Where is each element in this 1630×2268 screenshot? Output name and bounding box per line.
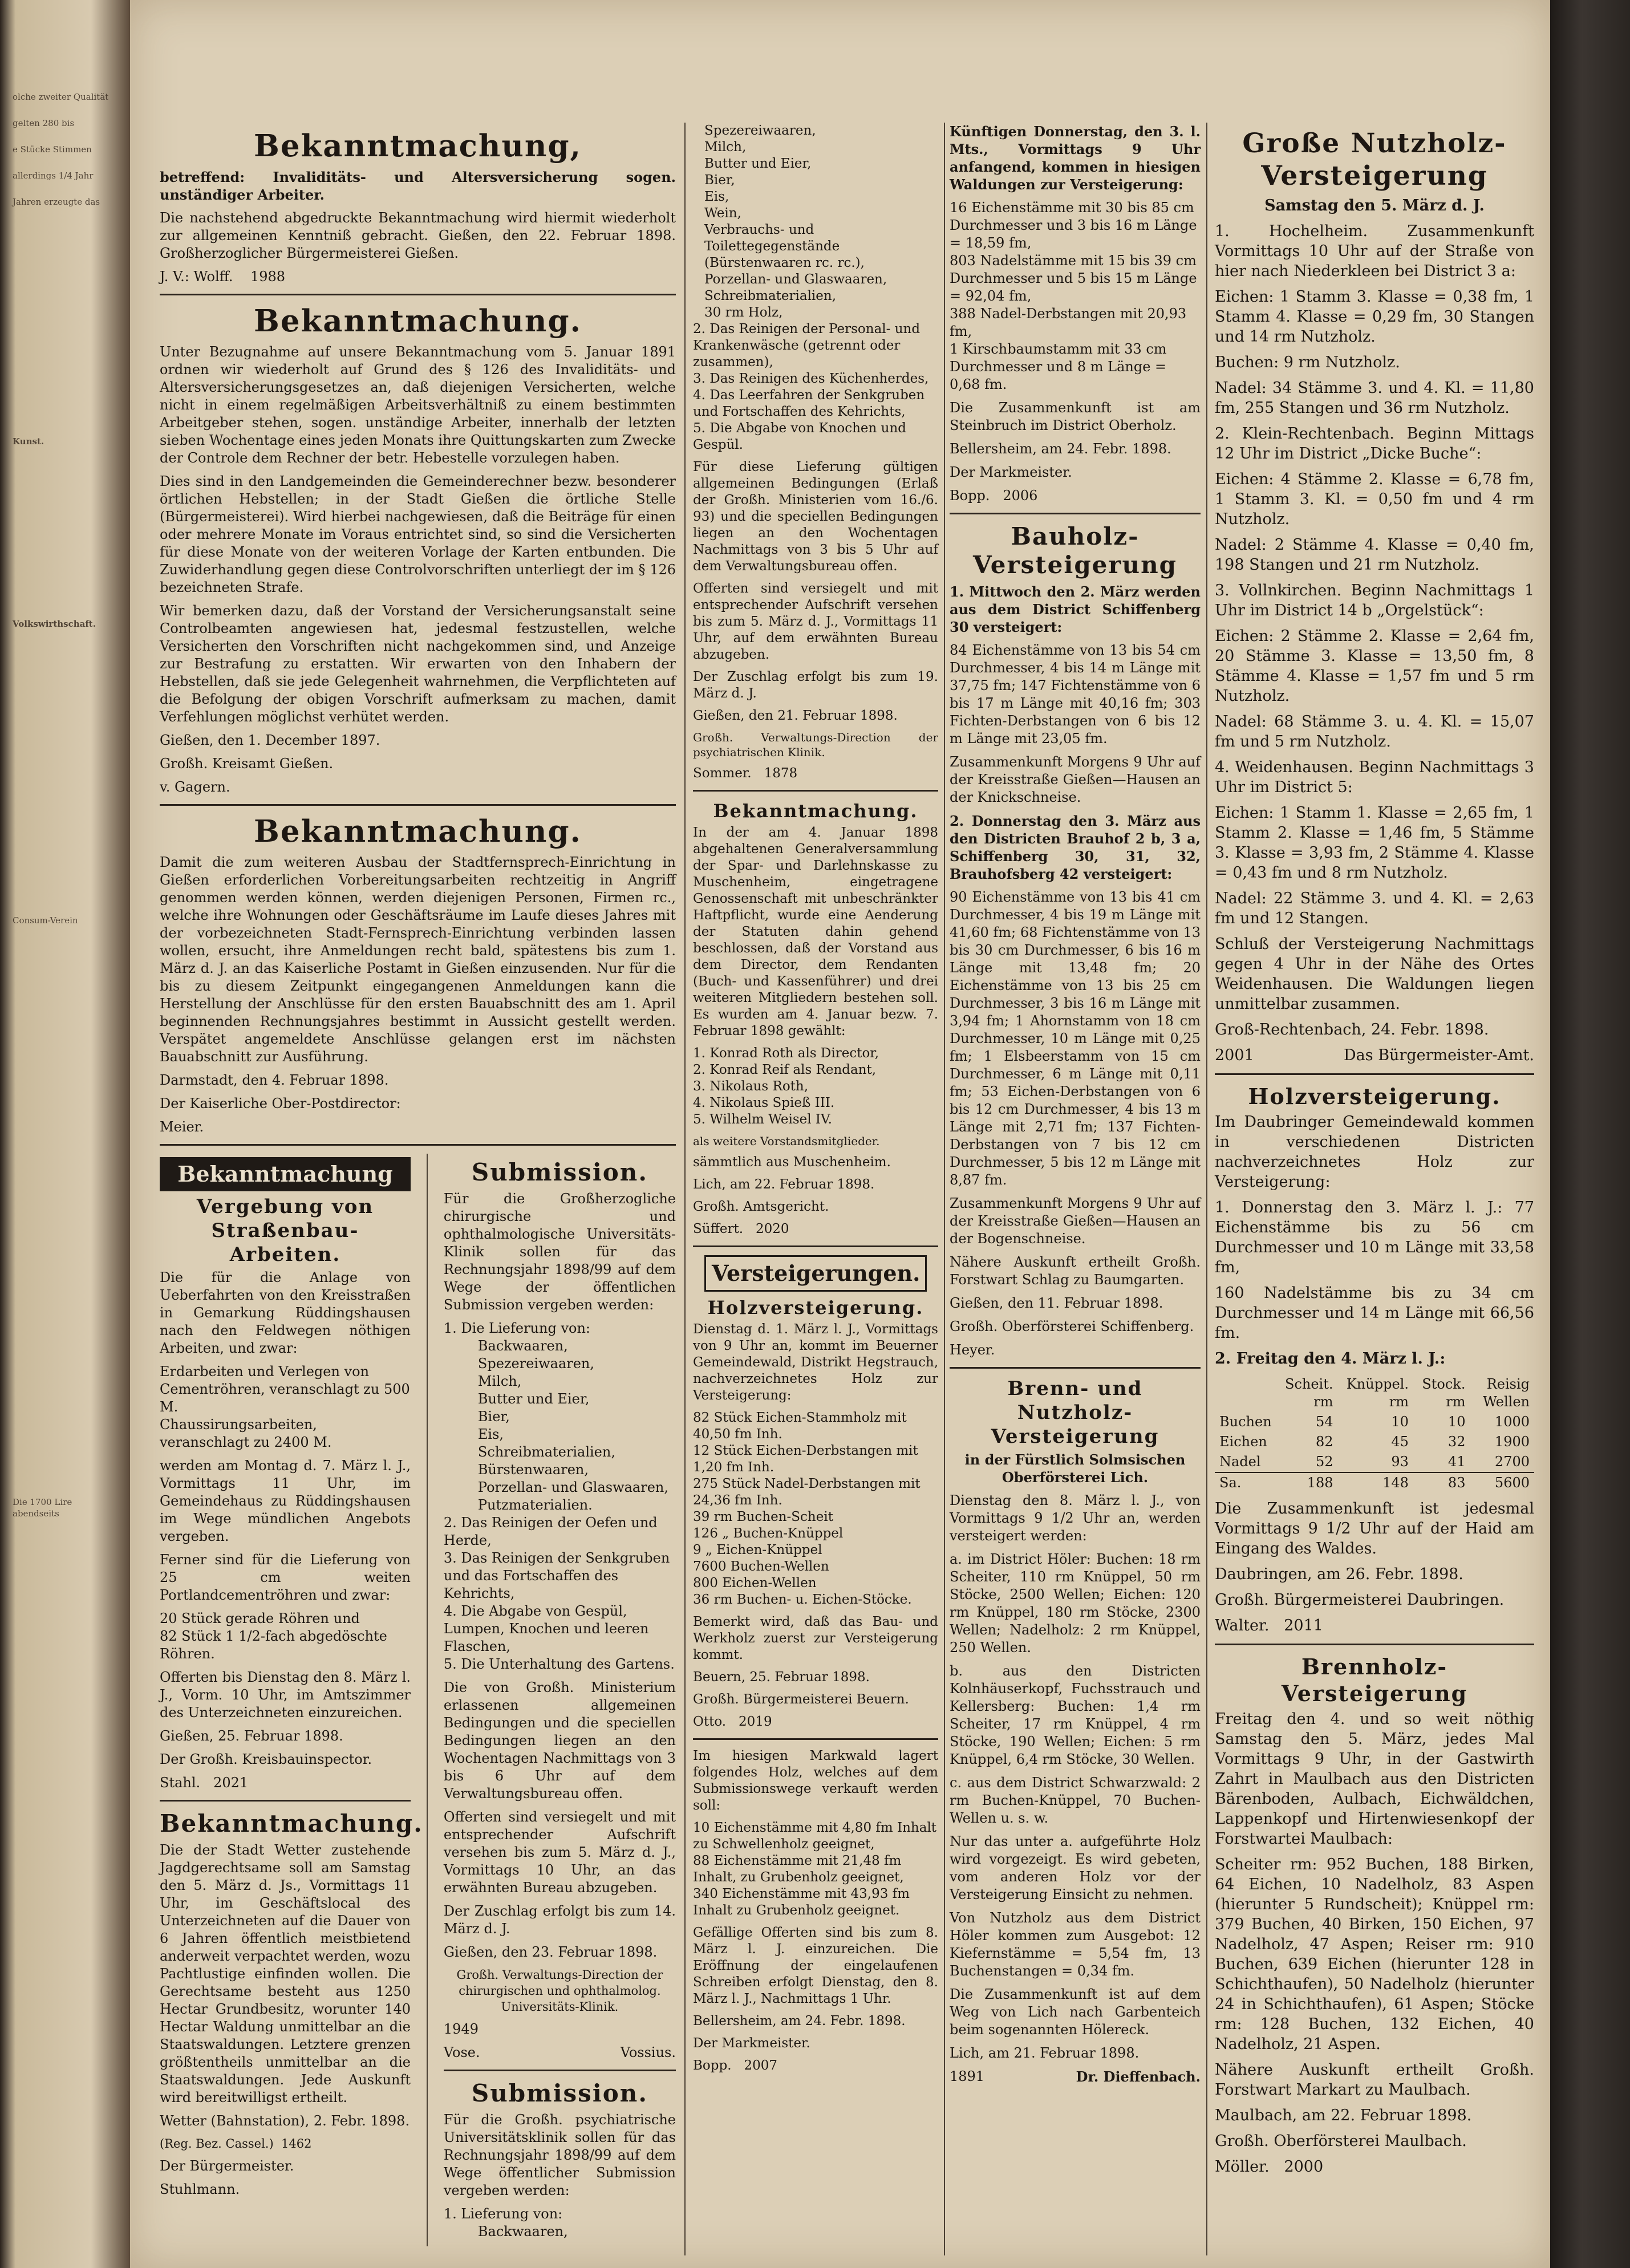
notice-region	[160, 2136, 411, 2152]
list-item: 3. Nikolaus Roth,	[693, 1079, 809, 1094]
gutter-line: e Stücke Stimmen	[13, 144, 92, 155]
gutter-line: Jahren erzeugte das	[13, 197, 100, 207]
divider	[1215, 1644, 1534, 1645]
notice-text: Offerten sind versiegelt und mit entsprechender Aufschrift versehen bis zum 5. März d. J., Vormittags 11 Uhr, auf dem erwähnten Bureau abzugeben.	[693, 581, 938, 662]
notice-signature	[1215, 1616, 1534, 1636]
divider	[444, 2070, 676, 2071]
notice-signature: v. Gagern.	[160, 779, 230, 795]
table-cell: 41	[1447, 1454, 1466, 1470]
notice-number: 2000	[1284, 2158, 1324, 2176]
notice-title: Bekanntmachung.	[713, 800, 918, 822]
notice-number: 2021	[213, 1775, 249, 1791]
notice-text: Offerten bis Dienstag den 8. März l. J., Vorm. 10 Uhr, im Amtszimmer des Unterzeichneten einzureichen.	[160, 1669, 411, 1721]
table-header-cell: Knüppel. rm	[1346, 1376, 1409, 1410]
list-item: 82 Stück Eichen-Stammholz mit 40,50 fm Inh.	[693, 1410, 907, 1442]
notice-title: Bekanntmachung.	[254, 303, 582, 339]
notice-number: 1988	[250, 269, 286, 285]
divider	[1215, 1073, 1534, 1075]
notice-signature: Großh. Kreisamt Gießen.	[160, 756, 334, 772]
list-item: Wein,	[704, 206, 741, 221]
book-binding	[1550, 0, 1630, 2268]
notice-text: Die der Stadt Wetter zustehende Jagdgerechtsame soll am Samstag den 5. März d. Js., Vormittags 11 Uhr, im Geschäftslocal des Unterzeichneten auf die Dauer von 6 Jahren öffentlich meistbietend anderweit verpachtet werden, wozu Pachtlustige einfinden wollen. Die Gerechtsame besteht aus 1250 Hectar Grundbesitz, worunter 140 Hectar Waldung unmittelbar an die Staatswaldungen. Letztere grenzen größtentheils unmittelbar an die Staatswaldungen. Jede Auskunft wird bereitwilligst ertheilt.	[160, 1842, 411, 2105]
notice-date: Samstag den 5. März d. J.	[1264, 197, 1485, 214]
notice-text: werden am Montag d. 7. März l. J., Vormittags 11 Uhr, im Gemeindehaus zu Rüddingshausen im Wege mündlichen Angebots vergeben.	[160, 1458, 411, 1544]
list-item: 1. Die Lieferung von:	[443, 1320, 590, 1336]
column-4	[1215, 123, 1534, 2182]
notice-text: Dies sind in den Landgemeinden die Gemeinderechner bezw. besonderer örtlichen Hebstellen; in der Stadt Gießen die örtliche Stelle (Bürgermeisterei). Wird hierbei nachgewiesen, daß die Beiträge für einen oder mehrere Monate im Voraus entrichtet sind, so sind die Versicherten für diese Monate von der weiteren Vorlage der Karten entbunden. Die Zuwiderhandlung gegen diese Controlvorschriften unterliegt der im § 126 bezeichneten Strafe.	[160, 473, 676, 595]
notice-text: Im Daubringer Gemeindewald kommen in verschiedenen Districten nachverzeichnetes Holz zur Versteigerung:	[1215, 1113, 1534, 1191]
list-item: Milch,	[704, 140, 747, 155]
list-item: 4. Nikolaus Spieß III.	[693, 1096, 835, 1110]
notice-text: Die von Großh. Ministerium erlassenen allgemeinen Bedingungen und die speciellen Bedingungen liegen an den Wochentagen Nachmittags von 3 bis 6 Uhr auf dem Verwaltungsbureau offen.	[443, 1679, 676, 1802]
notice-signature: Großh. Amtsgericht.	[693, 1199, 829, 1214]
wood-table	[1215, 1374, 1534, 1493]
item-list	[693, 1820, 938, 1919]
notice-signature: Der Markmeister.	[693, 2036, 810, 2051]
notice-date: Bellersheim, am 24. Febr. 1898.	[693, 2014, 906, 2028]
notice-text: Nähere Auskunft ertheilt Großh. Forstwart Markart zu Maulbach.	[1215, 2061, 1534, 2099]
notice-text: Unter Bezugnahme auf unsere Bekanntmachung vom 5. Januar 1891 ordnen wir wiederholt auf Grund des § 126 des Invaliditäts- und Altersversicherungsgesetzes an, daß diejenigen Versicherten, welche nicht in einem regelmäßigen Arbeitsverhältniß zu einem bestimmten Arbeitgeber stehen, sogen. unständige Arbeiter, innerhalb der letzten sieben Wochentage eines jeden Monats ihre Quittungskarten zum Zwecke der Controle dem Rechner der betr. Hebestelle vorzulegen haben.	[160, 344, 676, 466]
table-cell: 93	[1391, 1454, 1409, 1470]
table-cell: Eichen	[1219, 1434, 1267, 1450]
notice-text: 2. Klein-Rechtenbach. Beginn Mittags 12 Uhr im District „Dicke Buche“:	[1215, 425, 1534, 462]
list-item: Verbrauchs- und Toilettegegenstände (Bürstenwaaren rc. rc.),	[704, 222, 865, 270]
table-cell: 10	[1391, 1414, 1409, 1430]
list-item: 800 Eichen-Wellen	[693, 1576, 817, 1591]
signature-name: Vose.	[443, 2044, 480, 2060]
item-list	[160, 1363, 411, 1451]
notice-signature: Stuhlmann.	[160, 2181, 240, 2197]
notice-text: Eichen: 1 Stamm 1. Klasse = 2,65 fm, 1 Stamm 2. Klasse = 1,46 fm, 5 Stämme 3. Klasse = 3,93 fm, 2 Stämme 4. Klasse = 0,43 fm und 8 rm Nutzholz.	[1215, 804, 1534, 882]
notice-title: Brenn- und Nutzholz-Versteigerung	[991, 1377, 1159, 1448]
table-header-cell: Reisig Wellen	[1483, 1376, 1530, 1410]
notice-section: 2. Donnerstag den 3. März aus den Districten Brauhof 2 b, 3 a, Schiffenberg 30, 31, 32, Brauhofsberg 42 versteigert:	[950, 813, 1201, 882]
gutter-line: Die 1700 Lire abendseits	[13, 1497, 72, 1519]
gutter-line: olche zweiter Qualität	[13, 92, 109, 102]
notice-text: Dienstag den 8. März l. J., von Vormittags 9 1/2 Uhr an, werden versteigert werden:	[950, 1492, 1201, 1544]
notice-text: 2. Freitag den 4. März l. J.:	[1215, 1350, 1446, 1368]
notice-label: Bekanntmachung	[160, 1157, 411, 1191]
notice-text: Dienstag d. 1. März l. J., Vormittags von 9 Uhr an, kommt im Beuerner Gemeindewald, Distrikt Hegstrauch, nachverzeichnetes Holz zur Versteigerung:	[693, 1322, 938, 1403]
notice-note: als weitere Vorstandsmitglieder.	[693, 1134, 880, 1148]
item-list	[444, 1320, 676, 1673]
list-item: Chaussirungsarbeiten, veranschlagt zu 2400 M.	[160, 1417, 332, 1450]
list-item: 82 Stück 1 1/2-fach abgedöschte Röhren.	[160, 1628, 387, 1662]
column-rule	[1206, 123, 1207, 2255]
table-cell: 188	[1307, 1475, 1333, 1491]
notice-signature: Großh. Verwaltungs-Direction der psychiatrischen Klinik.	[693, 731, 938, 759]
table-cell: Sa.	[1219, 1475, 1242, 1491]
table-cell: 148	[1382, 1475, 1409, 1491]
signature-name: Otto.	[693, 1714, 727, 1729]
notice-date: Maulbach, am 22. Februar 1898.	[1215, 2107, 1472, 2124]
item-list	[444, 2205, 676, 2241]
divider	[693, 1245, 938, 1247]
notice-text: Im hiesigen Markwald lagert folgendes Holz, welches auf dem Submissionswege verkauft werden soll:	[693, 1748, 938, 1813]
notice-text: Damit die zum weiteren Ausbau der Stadtfernsprech-Einrichtung in Gießen erforderlichen Vorbereitungsarbeiten rechtzeitig in Angriff genommen werden können, werden diejenigen Personen, Firmen rc., welche ihre Wohnungen oder Geschäftsräume im Laufe dieses Jahres mit der vorbezeichneten Stadt-Fernsprech-Einrichtung verbinden lassen wollen, ersucht, ihre Anmeldungen recht bald, spätestens bis zum 1. März d. J. an das Kaiserliche Postamt in Gießen einzusenden. Nur für die bis zu diesem Zeitpunkt eingegangenen Anmeldungen kann die Herstellung der Anschlüsse für den ersten Bauabschnitt des am 1. April beginnenden Rechnungsjahres bestimmt in Aussicht gestellt werden. Verspätet angemeldete Anschlüsse gelangen erst im nächsten Bauabschnitt zur Ausführung.	[160, 854, 676, 1065]
notice-text: Schluß der Versteigerung Nachmittags gegen 4 Uhr in der Nähe des Ortes Weidenhausen. Die Waldungen liegen unmittelbar zusammen.	[1215, 935, 1534, 1013]
divider	[950, 1367, 1201, 1369]
list-item: Eis,	[477, 1426, 504, 1442]
list-item: 16 Eichenstämme mit 30 bis 85 cm Durchmesser und 3 bis 16 m Länge = 18,59 fm,	[950, 200, 1197, 251]
notice-signature: Der Kaiserliche Ober-Postdirector:	[160, 1096, 401, 1111]
list-item: 126 „ Buchen-Knüppel	[693, 1526, 844, 1541]
table-cell: 54	[1315, 1414, 1333, 1430]
column-rule	[427, 1154, 428, 2246]
notice-title: Bauholz-Versteigerung	[973, 522, 1177, 579]
signature-name: Stahl.	[160, 1775, 201, 1791]
subcolumn-right	[444, 1154, 676, 2246]
notice-text: Nadel: 34 Stämme 3. und 4. Kl. = 11,80 fm, 255 Stangen und 36 rm Nutzholz.	[1215, 379, 1534, 417]
list-item: 388 Nadel-Derbstangen mit 20,93 fm,	[950, 306, 1187, 339]
notice-section: 1. Mittwoch den 2. März werden aus dem District Schiffenberg 30 versteigert:	[950, 583, 1201, 635]
column-rule	[684, 123, 686, 2255]
gutter-line: allerdings 1/4 Jahr	[13, 171, 94, 181]
table-row	[1215, 1472, 1534, 1493]
notice-text: Eichen: 1 Stamm 3. Klasse = 0,38 fm, 1 Stamm 4. Klasse = 0,29 fm, 30 Stangen und 14 rm Nutzholz.	[1215, 288, 1534, 346]
notice-number: 2011	[1284, 1617, 1323, 1634]
list-item: Erdarbeiten und Verlegen von Cementröhren, veranschlagt zu 500 M.	[160, 1364, 410, 1415]
notice-text: Scheiter rm: 952 Buchen, 188 Birken, 64 Eichen, 10 Nadelholz, 83 Aspen (hierunter 5 Rundscheit); Knüppel rm: 379 Buchen, 40 Birken, 150 Eichen, 97 Nadelholz, 47 Aspen; Reiser rm: 910 Buchen, 639 Eichen (hierunter 128 in Schichthaufen), 50 Nadelholz (hierunter 24 in Schichthaufen), 61 Aspen; Stöcke rm: 128 Buchen, 132 Eichen, 40 Nadelholz, 21 Aspen.	[1215, 1856, 1534, 2053]
table-row	[1215, 1412, 1534, 1432]
list-item: 36 rm Buchen- u. Eichen-Stöcke.	[693, 1592, 912, 1607]
notice-title: Holzversteigerung.	[707, 1297, 924, 1318]
notice-signature	[160, 268, 676, 286]
signature-name: Sommer.	[693, 766, 752, 781]
notice-text: 1. Hochelheim. Zusammenkunft Vormittags 10 Uhr auf der Straße von hier nach Niederkleen bei District 3 a:	[1215, 222, 1534, 280]
notice-date: Groß-Rechtenbach, 24. Febr. 1898.	[1215, 1021, 1489, 1038]
notice-title: Submission.	[471, 1158, 648, 1186]
notice-text: Die Zusammenkunft ist jedesmal Vormittags 9 1/2 Uhr auf der Haid am Eingang des Waldes.	[1215, 1500, 1534, 1557]
notice-title: Bekanntmachung.	[254, 814, 582, 849]
notice-text: Nadel: 68 Stämme 3. u. 4. Kl. = 15,07 fm und 5 rm Nutzholz.	[1215, 713, 1534, 750]
list-item: Eis,	[704, 189, 729, 204]
notice-text: Für die Großherzogliche chirurgische und ophthalmologische Universitäts-Klinik sollen für das Rechnungsjahr 1898/99 auf dem Wege der öffentlichen Submission vergeben werden:	[443, 1191, 676, 1313]
list-item: 88 Eichenstämme mit 21,48 fm Inhalt, zu Grubenholz geeignet,	[693, 1853, 904, 1885]
signature-name: Vossius.	[620, 2044, 676, 2060]
notice-signature: Großh. Verwaltungs-Direction der chirurgischen und ophthalmolog. Universitäts-Klinik.	[456, 1968, 663, 2014]
list-item: 12 Stück Eichen-Derbstangen mit 1,20 fm Inh.	[693, 1443, 918, 1475]
table-cell: 32	[1447, 1434, 1466, 1450]
gutter-line: gelten 280 bis	[13, 118, 75, 128]
list-item: 2. Konrad Reif als Rendant,	[693, 1062, 877, 1077]
signature-name: Dr. Dieffenbach.	[1076, 2068, 1201, 2085]
notice-date: Lich, am 22. Februar 1898.	[693, 1177, 875, 1192]
notice-text: Die nachstehend abgedruckte Bekanntmachung wird hiermit wiederholt zur allgemeinen Kenntniß gebracht. Gießen, den 22. Februar 1898. Großherzoglicher Bürgermeisterei Gießen.	[160, 210, 676, 261]
notice-signature	[1215, 2157, 1534, 2177]
notice-text: Nadel: 22 Stämme 3. und 4. Kl. = 2,63 fm und 12 Stangen.	[1215, 890, 1534, 927]
table-cell: 52	[1315, 1454, 1333, 1470]
list-item: Milch,	[477, 1373, 522, 1389]
list-item: 2. Das Reinigen der Oefen und Herde,	[443, 1515, 658, 1548]
notice-text: b. aus den Districten Kolnhäuserkopf, Fuchsstrauch und Kellersberg: Buchen: 1,4 rm Scheiter, 17 rm Knüppel, 4 rm Stöcke, 190 Wellen; Eichen: 5 rm Knüppel, 6,4 rm Stöcke, 30 Wellen.	[950, 1663, 1201, 1767]
notice-date: Daubringen, am 26. Febr. 1898.	[1215, 1565, 1463, 1583]
notice-signature: Großh. Bürgermeisterei Beuern.	[693, 1692, 909, 1707]
notice-text: Nadel: 2 Stämme 4. Klasse = 0,40 fm, 198 Stangen und 21 rm Nutzholz.	[1215, 536, 1534, 574]
notice-text: a. im District Höler: Buchen: 18 rm Scheiter, 110 rm Knüppel, 50 rm Stöcke, 2500 Wellen; Eichen: 120 rm Knüppel, 180 rm Stöcke, 2300 Wellen; Nadelholz: 2 rm Knüppel, 250 Wellen.	[950, 1551, 1201, 1656]
notice-signature: Meier.	[160, 1119, 204, 1135]
notice-text: Ferner sind für die Lieferung von 25 cm weiten Portlandcementröhren und zwar:	[160, 1552, 411, 1603]
list-item: Backwaaren,	[477, 1338, 568, 1354]
notice-text: Künftigen Donnerstag, den 3. l. Mts., Vormittags 9 Uhr anfangend, kommen in hiesigen Waldungen zur Versteigerung:	[950, 123, 1201, 193]
notice-date: Darmstadt, den 4. Februar 1898.	[160, 1072, 389, 1088]
notice-signature	[950, 2068, 1201, 2086]
notice-text: Der Zuschlag erfolgt bis zum 19. März d. J.	[693, 670, 938, 701]
list-item: Porzellan- und Glaswaaren,	[477, 1479, 668, 1495]
item-list	[693, 1410, 938, 1608]
notice-signature	[693, 765, 938, 782]
notice-signature	[693, 2058, 938, 2074]
table-cell: 2700	[1494, 1454, 1530, 1470]
notice-title: Bekanntmachung.	[160, 1809, 423, 1837]
notice-text: Buchen: 9 rm Nutzholz.	[1215, 354, 1400, 371]
list-item: 1. Konrad Roth als Director,	[693, 1046, 879, 1061]
notice-signature: Der Bürgermeister.	[160, 2158, 294, 2174]
column-rule	[944, 123, 945, 2255]
signature-name: Walter.	[1215, 1617, 1270, 1634]
table-cell: 1900	[1494, 1434, 1530, 1450]
notice-number: 2006	[1003, 488, 1038, 504]
column-2	[693, 123, 938, 2080]
notice-signature: Der Großh. Kreisbauinspector.	[160, 1751, 372, 1767]
list-item: 10 Eichenstämme mit 4,80 fm Inhalt zu Schwellenholz geeignet,	[693, 1820, 937, 1852]
notice-text: In der am 4. Januar 1898 abgehaltenen Generalversammlung der Spar- und Darlehnskasse zu Muschenheim, eingetragene Genossenschaft mit unbeschränkter Haftpflicht, wurde eine Aenderung der Statuten dahin gehend beschlossen, daß der Vorstand aus dem Director, dem Rendanten (Buch- und Kassenführer) und drei weiteren Mitgliedern bestehen soll. Es wurden am 4. Januar bezw. 7. Februar 1898 gewählt:	[693, 825, 938, 1038]
list-item: 4. Die Abgabe von Gespül, Lumpen, Knochen und leeren Flaschen,	[443, 1603, 649, 1654]
notice-text: c. aus dem District Schwarzwald: 2 rm Buchen-Knüppel, 70 Buchen-Wellen u. s. w.	[950, 1775, 1201, 1826]
notice-text: Die Zusammenkunft ist auf dem Weg von Lich nach Garbenteich beim sogenannten Hölereck.	[950, 1986, 1201, 2038]
table-cell: Nadel	[1219, 1454, 1261, 1470]
left-page-gutter	[0, 0, 130, 2268]
signature-name: Süffert.	[693, 1222, 744, 1236]
list-item: 803 Nadelstämme mit 15 bis 39 cm Durchmesser und 5 bis 15 m Länge = 92,04 fm,	[950, 253, 1197, 304]
notice-text: Der Zuschlag erfolgt bis zum 14. März d. J.	[443, 1903, 676, 1937]
notice-number: 2001	[1215, 1046, 1254, 1064]
table-row	[1215, 1452, 1534, 1472]
notice-date: Lich, am 21. Februar 1898.	[950, 2045, 1140, 2061]
divider	[160, 1144, 676, 1146]
notice-signature: Großh. Bürgermeisterei Daubringen.	[1215, 1591, 1505, 1609]
divider	[160, 804, 676, 806]
list-item: Butter und Eier,	[704, 156, 812, 171]
notice-date: Gießen, den 21. Februar 1898.	[693, 708, 898, 723]
gutter-heading: Kunst.	[13, 436, 44, 447]
notice-text: 4. Weidenhausen. Beginn Nachmittags 3 Uhr im District 5:	[1215, 758, 1534, 796]
notice-text: Offerten sind versiegelt und mit entsprechender Aufschrift versehen bis zum 5. März d. J., Vormittags 10 Uhr, an das erwähnten Bureau abzugeben.	[443, 1809, 676, 1896]
notice-date: Bellersheim, am 24. Febr. 1898.	[950, 441, 1171, 457]
notice-signature	[693, 1714, 938, 1730]
list-item: Putzmaterialien.	[477, 1497, 593, 1513]
list-item: 39 rm Buchen-Scheit	[693, 1510, 833, 1524]
table-header-cell	[1215, 1374, 1276, 1412]
notice-text: Eichen: 2 Stämme 2. Klasse = 2,64 fm, 20 Stämme 3. Klasse = 13,50 fm, 8 Stämme 4. Klasse = 1,57 fm und 5 rm Nutzholz.	[1215, 627, 1534, 705]
list-item: 4. Das Leerfahren der Senkgruben und Fortschaffen des Kehrichts,	[693, 388, 925, 419]
notice-text: sämmtlich aus Muschenheim.	[693, 1155, 891, 1170]
notice-date: Gießen, den 11. Februar 1898.	[950, 1295, 1163, 1311]
notice-signature	[160, 1774, 411, 1792]
notice-text: Die für die Anlage von Ueberfahrten von den Kreisstraßen in Gemarkung Rüddingshausen nach den Feldwegen nöthigen Arbeiten, und zwar:	[160, 1269, 411, 1356]
list-item: 20 Stück gerade Röhren und	[160, 1610, 360, 1626]
notice-number: 1949	[443, 2021, 479, 2037]
list-item: 3. Das Reinigen des Küchenherdes,	[693, 371, 929, 386]
notice-title: Brennholz-Versteigerung	[1281, 1654, 1468, 1706]
list-item: 1 Kirschbaumstamm mit 33 cm Durchmesser und 8 m Länge = 0,68 fm.	[950, 341, 1167, 392]
notice-text: 1. Donnerstag den 3. März l. J.: 77 Eichenstämme bis zu 56 cm Durchmesser und 10 m Länge mit 33,58 fm,	[1215, 1199, 1534, 1276]
notice-signature	[444, 2044, 676, 2062]
item-list	[950, 199, 1201, 393]
gutter-line: Consum-Verein	[13, 915, 78, 926]
notice-date: Gießen, den 1. December 1897.	[160, 732, 380, 748]
notice-signature: Großh. Oberförsterei Maulbach.	[1215, 2132, 1467, 2150]
notice-signature	[693, 1221, 938, 1238]
notice-text: Nur das unter a. aufgeführte Holz wird vorgezeigt. Es wird gebeten, vom anderen Holz vor der Versteigerung Einsicht zu nehmen.	[950, 1833, 1201, 1902]
table-cell: 45	[1391, 1434, 1409, 1450]
table-cell: 10	[1447, 1414, 1466, 1430]
notice-number: 1878	[764, 766, 798, 781]
notice-number: 2019	[739, 1714, 772, 1729]
notice-subtitle: in der Fürstlich Solmsischen Oberförsterei Lich.	[964, 1451, 1186, 1486]
two-subcolumns	[160, 1154, 676, 2246]
notice-text: Wir bemerken dazu, daß der Vorstand der Versicherungsanstalt seine Controlbeamten angewiesen hat, jedesmal festzustellen, welche Versicherten den Vorschriften nicht nachgekommen sind, und Anzeige zur Bestrafung zu erstatten. Wir erwarten von den Inhabern der Hebstellen, daß sie jede Gelegenheit wahrnehmen, die Verpflichteten auf die Befolgung der obigen Vorschrift aufmerksam zu machen, damit Verfehlungen möglichst verhütet werden.	[160, 603, 676, 725]
table-cell: 5600	[1494, 1475, 1530, 1491]
notice-number: 1891	[950, 2068, 985, 2084]
list-item: Spezereiwaaren,	[477, 1356, 595, 1372]
notice-number: 2020	[756, 1222, 789, 1236]
list-item: 340 Eichenstämme mit 43,93 fm Inhalt zu Grubenholz geeignet.	[693, 1886, 910, 1918]
section-heading: Versteigerungen.	[704, 1255, 927, 1292]
notice-subject: betreffend: Invaliditäts- und Altersversicherung sogen. unständiger Arbeiter.	[160, 169, 676, 203]
notice-text: Freitag den 4. und so weit nöthig Samstag den 5. März, jedes Mal Vormittags 9 Uhr, in der Gastwirth Zahrt in Maulbach aus den Districten Bärenboden, Aulbach, Eichwäldchen, Lappenkopf und Hirtenwiesenkopf der Forstwartei Maulbach:	[1215, 1710, 1534, 1848]
notice-signature: Großh. Oberförsterei Schiffenberg.	[950, 1318, 1194, 1334]
table-cell: 83	[1447, 1475, 1466, 1491]
signature-name: Bopp.	[950, 488, 990, 504]
notice-title: Große Nutzholz-Versteigerung	[1242, 128, 1507, 192]
divider	[950, 513, 1201, 514]
notice-text: 84 Eichenstämme von 13 bis 54 cm Durchmesser, 4 bis 14 m Länge mit 37,75 fm; 147 Fichtenstämme von 6 bis 17 m Länge mit 40,16 fm; 303 Fichten-Derbstangen von 6 bis 12 m Länge mit 23,05 fm.	[950, 642, 1201, 746]
notice-text: Nähere Auskunft ertheilt Großh. Forstwart Schlag zu Baumgarten.	[950, 1254, 1201, 1288]
list-item: Schreibmaterialien,	[704, 289, 837, 303]
region-text: (Reg. Bez. Cassel.)	[160, 2137, 274, 2151]
notice-date: Wetter (Bahnstation), 2. Febr. 1898.	[160, 2113, 410, 2129]
list-item: 3. Das Reinigen der Senkgruben und das Fortschaffen des Kehrichts,	[443, 1550, 670, 1601]
notice-text: Gefällige Offerten sind bis zum 8. März l. J. einzureichen. Die Eröffnung der eingelaufenen Schreiben erfolgt Dienstag, den 8. März l. J., Nachmittags 1 Uhr.	[693, 1925, 938, 2006]
notice-text: Zusammenkunft Morgens 9 Uhr auf der Kreisstraße Gießen—Hausen an der Knickschneise.	[950, 754, 1201, 805]
item-list	[693, 1045, 938, 1128]
notice-title: Submission.	[471, 2079, 648, 2107]
notice-date: Gießen, 25. Februar 1898.	[160, 1728, 343, 1744]
list-item: 275 Stück Nadel-Derbstangen mit 24,36 fm Inh.	[693, 1476, 921, 1508]
table-header-cell: Stock. rm	[1422, 1376, 1466, 1410]
table-header	[1215, 1374, 1534, 1412]
notice-text: Die Zusammenkunft ist am Steinbruch im District Oberholz.	[950, 400, 1201, 433]
notice-text: Für diese Lieferung gültigen allgemeinen Bedingungen (Erlaß der Großh. Ministerien vom 16./6. 93) und die speciellen Bedingungen liegen an den Wochentagen Nachmittags von 3 bis 5 Uhr auf dem Verwaltungsbureau offen.	[693, 460, 938, 574]
list-item: 1. Lieferung von:	[443, 2206, 563, 2222]
list-item: Porzellan- und Glaswaaren,	[704, 272, 887, 287]
list-item: Schreibmaterialien,	[477, 1444, 615, 1460]
list-item: Butter und Eier,	[477, 1391, 590, 1407]
signature-name: Möller.	[1215, 2158, 1270, 2176]
signature-name: Bopp.	[693, 2058, 732, 2073]
list-item: 5. Wilhelm Weisel IV.	[693, 1112, 832, 1127]
list-item: Bürstenwaaren,	[477, 1462, 589, 1478]
list-item: Backwaaren,	[477, 2224, 568, 2239]
divider	[160, 294, 676, 295]
table-cell: 1000	[1494, 1414, 1530, 1430]
notice-text: Bemerkt wird, daß das Bau- und Werkholz zuerst zur Versteigerung kommt.	[693, 1614, 938, 1662]
item-list	[160, 1610, 411, 1663]
notice-text: 3. Vollnkirchen. Beginn Nachmittags 1 Uhr im District 14 b „Orgelstück“:	[1215, 582, 1534, 619]
table-header-cell: Scheit. rm	[1285, 1376, 1333, 1410]
notice-signature: Der Markmeister.	[950, 464, 1072, 480]
list-item: 5. Die Unterhaltung des Gartens.	[443, 1656, 675, 1672]
column-1	[160, 123, 676, 2246]
divider	[693, 790, 938, 792]
signature-name: J. V.: Wolff.	[160, 269, 233, 285]
subcolumn-left	[160, 1154, 423, 2246]
notice-signature	[1215, 1045, 1534, 1065]
signature-name: Das Bürgermeister-Amt.	[1344, 1046, 1534, 1064]
divider	[693, 1738, 938, 1740]
notice-text: Eichen: 4 Stämme 2. Klasse = 6,78 fm, 1 Stamm 3. Kl. = 0,50 fm und 4 rm Nutzholz.	[1215, 470, 1534, 528]
notice-number: 1462	[281, 2137, 312, 2151]
notice-text: 160 Nadelstämme bis zu 34 cm Durchmesser und 14 m Länge mit 66,56 fm.	[1215, 1284, 1534, 1342]
gutter-text	[13, 91, 121, 1534]
list-item: 7600 Buchen-Wellen	[693, 1559, 829, 1574]
notice-text: Für die Großh. psychiatrische Universitätsklinik sollen für das Rechnungsjahr 1898/99 auf dem Wege öffentlicher Submission vergeben werden:	[443, 2112, 676, 2198]
item-list	[693, 123, 938, 453]
notice-signature: Heyer.	[950, 1342, 995, 1358]
notice-title: Vergebung von Straßenbau-Arbeiten.	[196, 1195, 374, 1266]
notice-text: Von Nutzholz aus dem District Höler kommen zum Ausgebot: 12 Kiefernstämme = 5,54 fm, 13 Buchenstangen = 0,34 fm.	[950, 1910, 1201, 1979]
notice-text: 90 Eichenstämme von 13 bis 41 cm Durchmesser, 4 bis 19 m Länge mit 41,60 fm; 68 Fichtenstämme von 13 bis 30 cm Durchmesser, 6 bis 16 m Länge mit 13,48 fm; 20 Eichenstämme von 13 bis 25 cm Durchmesser, 3 bis 16 m Länge mit 3,94 fm; 1 Ahornstamm von 18 cm Durchmesser, 10 m Länge mit 0,25 fm; 1 Elsbeerstamm von 15 cm Durchmesser, 6 m Länge mit 0,11 fm; 53 Eichen-Derbstangen von 6 bis 12 cm Durchmesser, 4 bis 13 m Länge mit 2,71 fm; 137 Fichten-Derbstangen von 7 bis 12 cm Durchmesser, 5 bis 12 m Länge mit 8,87 fm.	[950, 889, 1201, 1188]
column-3	[950, 123, 1201, 2086]
list-item: 30 rm Holz,	[704, 305, 783, 320]
divider	[160, 1800, 411, 1802]
list-item: 9 „ Eichen-Knüppel	[693, 1543, 822, 1557]
notice-title: Bekanntmachung,	[254, 128, 582, 164]
gutter-heading: Volkswirthschaft.	[13, 619, 96, 629]
notice-title: Holzversteigerung.	[1248, 1084, 1501, 1109]
list-item: 2. Das Reinigen der Personal- und Krankenwäsche (getrennt oder zusammen),	[693, 322, 921, 370]
list-item: 5. Die Abgabe von Knochen und Gespül.	[693, 421, 906, 452]
list-item: Bier,	[704, 173, 735, 188]
notice-date: Gießen, den 23. Februar 1898.	[443, 1944, 658, 1960]
list-item: Spezereiwaaren,	[704, 123, 816, 138]
notice-text: Zusammenkunft Morgens 9 Uhr auf der Kreisstraße Gießen—Hausen an der Bogenschneise.	[950, 1195, 1201, 1247]
table-row	[1215, 1432, 1534, 1452]
table-cell: 82	[1315, 1434, 1333, 1450]
table-cell: Buchen	[1219, 1414, 1272, 1430]
notice-date: Beuern, 25. Februar 1898.	[693, 1670, 870, 1685]
notice-signature	[950, 487, 1201, 505]
notice-number: 2007	[744, 2058, 777, 2073]
list-item: Bier,	[477, 1409, 510, 1425]
